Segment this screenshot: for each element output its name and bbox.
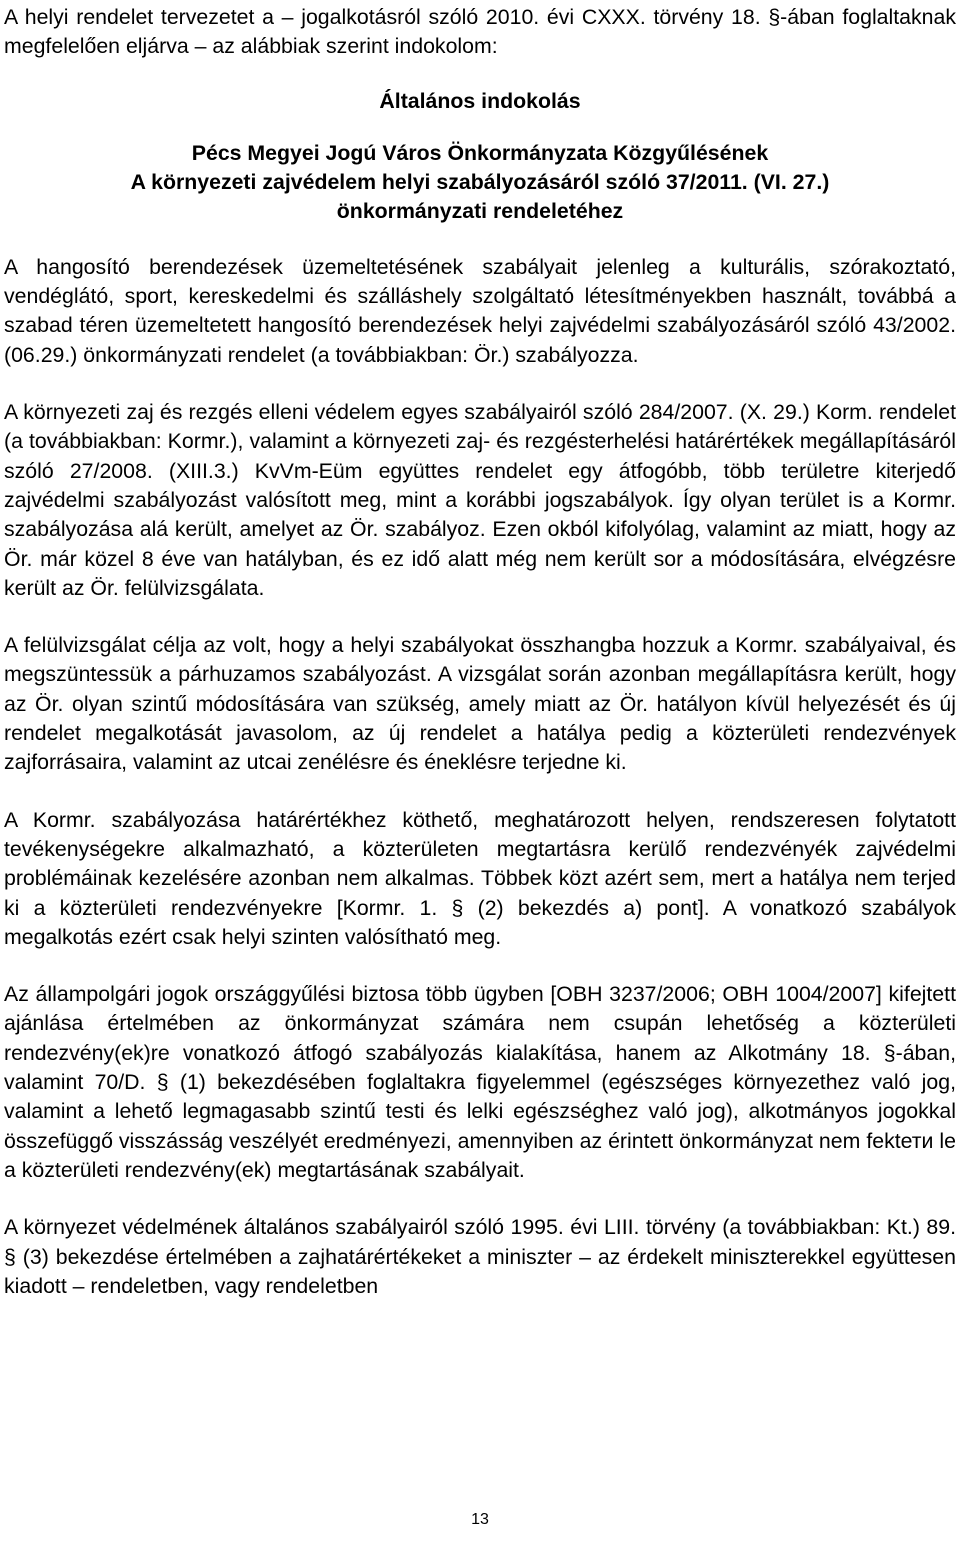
paragraph-5: Az állampolgári jogok országgyűlési biztosa több ügyben [OBH 3237/2006; OBH 1004/2007] kifejtett ajánlása értelmében az önkormányzat számára nem csupán lehetőség a közterületi rendezvény(ek)re vonatkozó átfogó szabályozás kialakítása, hanem az Alkotmány 18. §-ában, valamint 70/D. § (1) bekezdésében foglaltakra figyelemmel (egészséges környezethez való jog, valamint a lehető legmagasabb szintű testi és lelki egészséghez való jog), alkotmányos jogokkal összefüggő visszásság veszélyét eredményezi, amennyiben az érintett önkormányzat nem fektети le a közterületi rendezvény(ek) megtartásának szabályait. — [4, 982, 956, 1182]
page-number: 13 — [471, 1511, 489, 1528]
regulation-title-line-3: önkormányzati rendeletéhez — [336, 198, 624, 223]
regulation-title-line-2: A környezeti zajvédelem helyi szabályozásáról szóló 37/2011. (VI. 27.) — [130, 169, 830, 194]
paragraph-6: A környezet védelmének általános szabályairól szóló 1995. évi LIII. törvény (a továbbiakban: Kt.) 89. § (3) bekezdése értelmében a zajhatárértékeket a miniszter – az érdekelt miniszterekkel együttesen kiadott – rendeletben, vagy rendeletben — [4, 1215, 956, 1298]
paragraph-1: A hangosító berendezések üzemeltetésének szabályait jelenleg a kulturális, szórakoztató, vendéglátó, sport, kereskedelmi és szálláshely szolgáltató létesítményekben használt, továbbá a szabad téren üzemeltetett hangosító berendezések helyi zajvédelmi szabályozásáról szóló 43/2002. (06.29.) önkormányzati rendelet (a továbbiakban: Ör.) szabályozza. — [4, 254, 956, 367]
document-body — [4, 0, 956, 1301]
paragraph-4: A Kormr. szabályozása határértékhez köthető, meghatározott helyen, rendszeresen folytatott tevékenységekre alkalmazható, a közterületen megtartásra kerülő rendezvényék zajvédelmi problémáinak kezelésére azonban nem alkalmas. Többek közt azért sem, mert a hatálya nem terjed ki a közterületi rendezvényekre [Kormr. 1. § (2) bekezdés a) pont]. A vonatkozó szabályok megalkotás ezért csak helyi szinten valósítható meg. — [4, 807, 956, 949]
general-justification-heading: Általános indokolás — [379, 88, 581, 113]
paragraph-2: A környezeti zaj és rezgés elleni védelem egyes szabályairól szóló 284/2007. (X. 29.) Korm. rendelet (a továbbiakban: Kormr.), valamint a környezeti zaj- és rezgésterhelési határértékek megállapításáról szóló 27/2008. (XIII.3.) KvVm-Eüm együttes rendelet egy átfogóbb, több területre kiterjedő zajvédelmi szabályozást valósított meg, mint a korábbi jogszabályok. Így olyan terület is a Kormr. szabályozása alá került, amelyet az Ör. szabályoz. Ezen okból kifolyólag, valamint az miatt, hogy az Ör. már közel 8 éve van hatályban, és ez idő alatt még nem került sor a módosítására, elvégzésre került az Ör. felülvizsgálata. — [4, 400, 956, 600]
intro-paragraph: A helyi rendelet tervezetet a – jogalkotásról szóló 2010. évi CXXX. törvény 18. §-ában foglaltaknak megfelelően eljárva – az alábbiak szerint indokolom: — [4, 5, 956, 59]
paragraph-3: A felülvizsgálat célja az volt, hogy a helyi szabályokat összhangba hozzuk a Kormr. szabályaival, és megszüntessük a párhuzamos szabályozást. A vizsgálat során azonban megállapításra került, hogy az Ör. olyan szintű módosítására van szükség, amely miatt az Ör. hatályon kívül helyezését és új rendelet megalkotását javasolom, az új rendelet a hatálya pedig a közterületi rendezvények zajforrásaira, valamint az utcai zenélésre és éneklésre terjedne ki. — [4, 633, 956, 775]
regulation-title-line-1: Pécs Megyei Jogú Város Önkormányzata Közgyűlésének — [191, 140, 769, 165]
regulation-title — [4, 139, 956, 226]
